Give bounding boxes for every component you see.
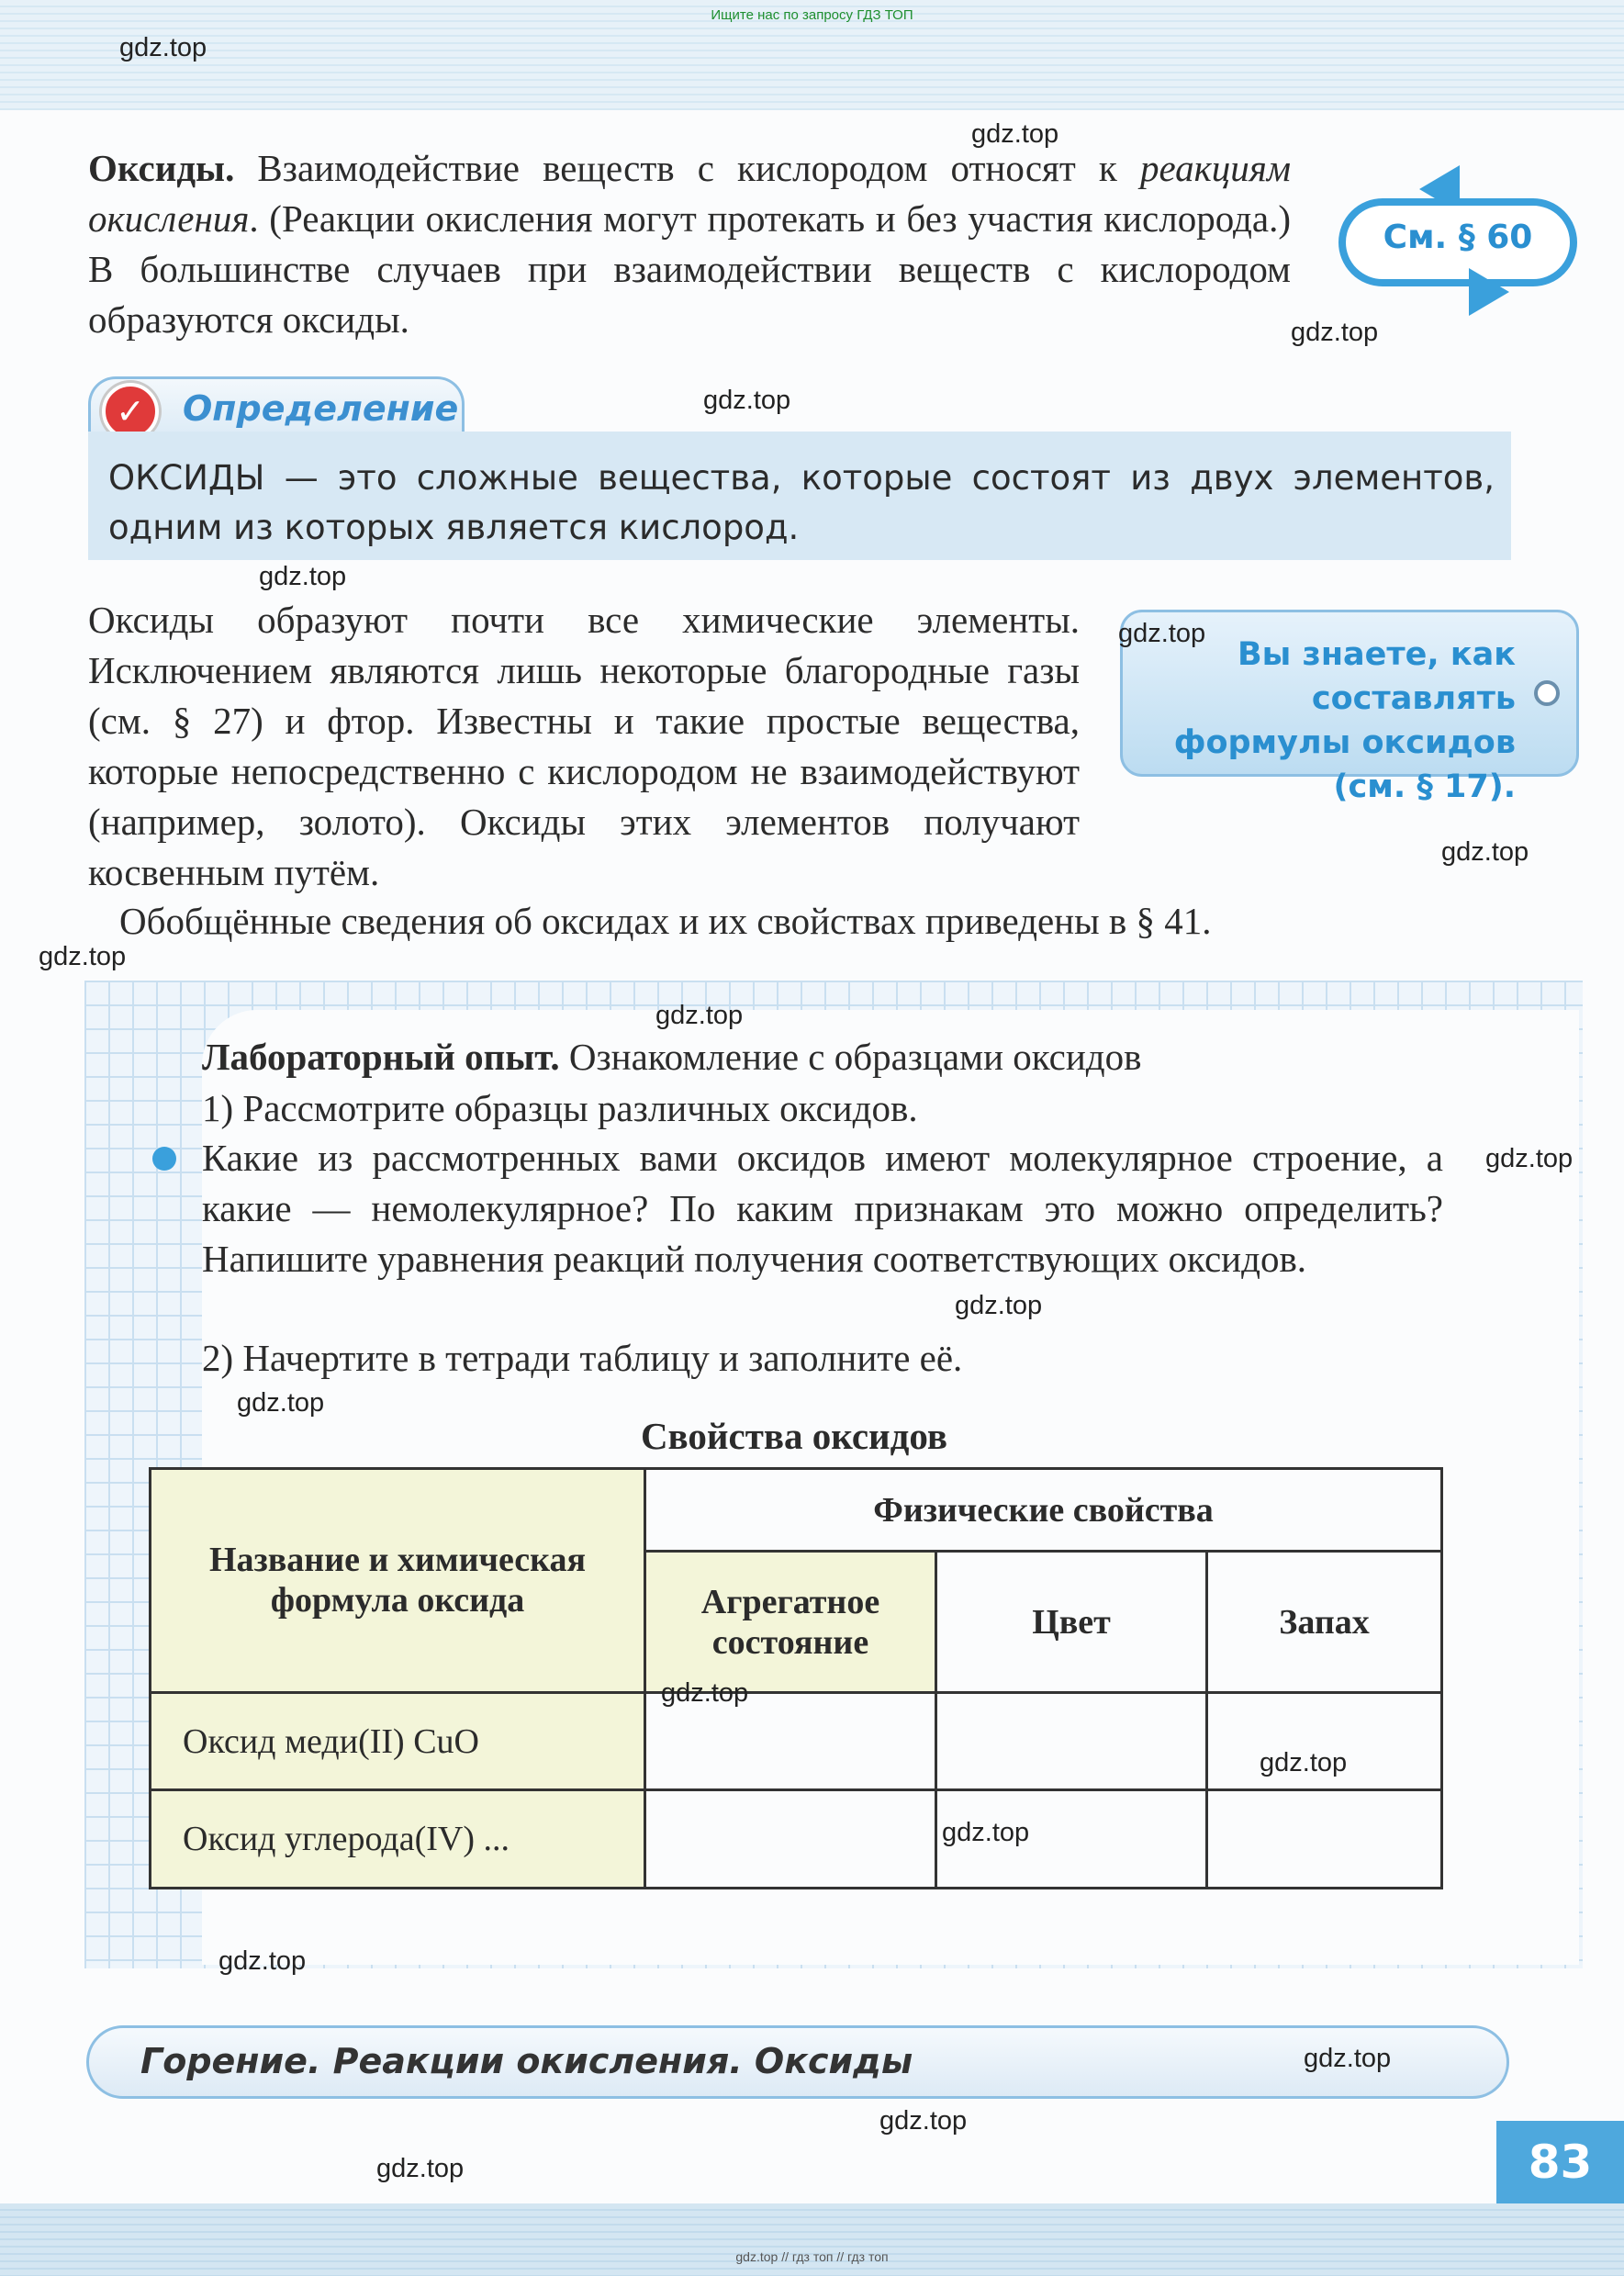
lab-step-2: 2) Начертите в тетради таблицу и заполните её.: [202, 1337, 963, 1379]
intro-paragraph: [88, 143, 1291, 345]
definition-tab: [88, 376, 465, 437]
watermark: gdz.top: [655, 1001, 744, 1030]
watermark: gdz.top: [1441, 837, 1529, 867]
section-footer-tab: [86, 2025, 1509, 2099]
watermark: gdz.top: [259, 562, 347, 591]
oxide-properties-table: [149, 1467, 1443, 1889]
watermark: gdz.top: [703, 386, 791, 415]
watermark: gdz.top: [237, 1388, 325, 1418]
intro-text-2: . (Реакции окисления могут протекать и без участия кислорода.) В большинстве случаев при взаимодействии веществ с кислородом образуются оксиды.: [88, 197, 1291, 341]
watermark: gdz.top: [879, 2106, 968, 2136]
row-name: Оксид углерода(IV) ...: [151, 1790, 645, 1889]
intro-term: Оксиды.: [88, 147, 235, 189]
watermark: gdz.top: [1118, 619, 1206, 648]
watermark: gdz.top: [661, 1678, 749, 1708]
watermark: gdz.top: [119, 33, 207, 62]
see-reference-text: См. § 60: [1383, 219, 1533, 256]
cell-state[interactable]: [645, 1790, 936, 1889]
top-notice: Ищите нас по запросу ГДЗ ТОП: [711, 7, 913, 23]
watermark: gdz.top: [1304, 2044, 1392, 2073]
watermark: gdz.top: [376, 2154, 465, 2183]
header-color: Цвет: [936, 1552, 1207, 1693]
watermark: gdz.top: [955, 1291, 1043, 1320]
watermark: gdz.top: [971, 119, 1059, 149]
lab-heading: [202, 1032, 1506, 1082]
cell-color[interactable]: [936, 1692, 1207, 1790]
intro-text-1: Взаимодействие веществ с кислородом относят к: [234, 147, 1140, 189]
watermark: gdz.top: [39, 942, 127, 971]
arrow-right-icon: [1469, 268, 1509, 316]
watermark: gdz.top: [1485, 1144, 1574, 1173]
watermark: gdz.top: [1291, 318, 1379, 347]
see-reference-badge[interactable]: [1331, 165, 1588, 312]
table-row: [151, 1692, 1442, 1790]
lab-subtitle: Ознакомление с образцами оксидов: [559, 1036, 1142, 1078]
watermark: gdz.top: [218, 1946, 307, 1976]
lab-title: Лабораторный опыт.: [202, 1036, 560, 1078]
bullet-icon: [152, 1147, 176, 1171]
lab-question: Какие из рассмотренных вами оксидов имеют молекулярное строение, а какие — немолекулярное? По каким признакам это можно определить? Напишите уравнения реакций получения соответствующих оксидов.: [202, 1137, 1443, 1280]
bottom-notice: gdz.top // гдз топ // гдз топ: [735, 2249, 889, 2264]
section-footer-text: Горение. Реакции окисления. Оксиды: [140, 2041, 913, 2081]
body-paragraph-2: Обобщённые сведения об оксидах и их свойствах приведены в § 41.: [119, 900, 1212, 942]
body-paragraph-1: Оксиды образуют почти все химические элементы. Исключением являются лишь некоторые благородные газы (см. § 27) и фтор. Известны и такие простые вещества, которые непосредственно с кислородом не взаимодействуют (например, золото). Оксиды этих элементов получают косвенным путём.: [88, 599, 1080, 893]
table-row: [151, 1790, 1442, 1889]
formula-hint-text: Вы знаете, как составлять формулы оксидов (см. § 17).: [1173, 636, 1516, 805]
lab-step-1: 1) Рассмотрите образцы различных оксидов.: [202, 1087, 918, 1129]
page-number: 83: [1496, 2121, 1624, 2203]
table-title: Свойства оксидов: [640, 1415, 948, 1457]
header-group: Физические свойства: [645, 1469, 1442, 1552]
intro-italic: реакциям окисления: [88, 147, 1291, 240]
watermark: gdz.top: [1260, 1748, 1348, 1777]
definition-label: Определение: [183, 388, 459, 429]
cell-smell[interactable]: [1207, 1790, 1442, 1889]
header-name: Название и химическая формула оксида: [151, 1469, 645, 1693]
header-state: Агрегатное состояние: [645, 1552, 936, 1693]
bottom-decor-band: [0, 2203, 1624, 2276]
bullet-dot-icon: [1534, 680, 1560, 706]
checkmark-icon: ✓: [102, 383, 159, 440]
definition-text: ОКСИДЫ — это сложные вещества, которые состоят из двух элементов, одним из которых является кислород.: [108, 458, 1495, 547]
watermark: gdz.top: [942, 1818, 1030, 1847]
header-smell: Запах: [1207, 1552, 1442, 1693]
row-name: Оксид меди(II) CuO: [151, 1692, 645, 1790]
